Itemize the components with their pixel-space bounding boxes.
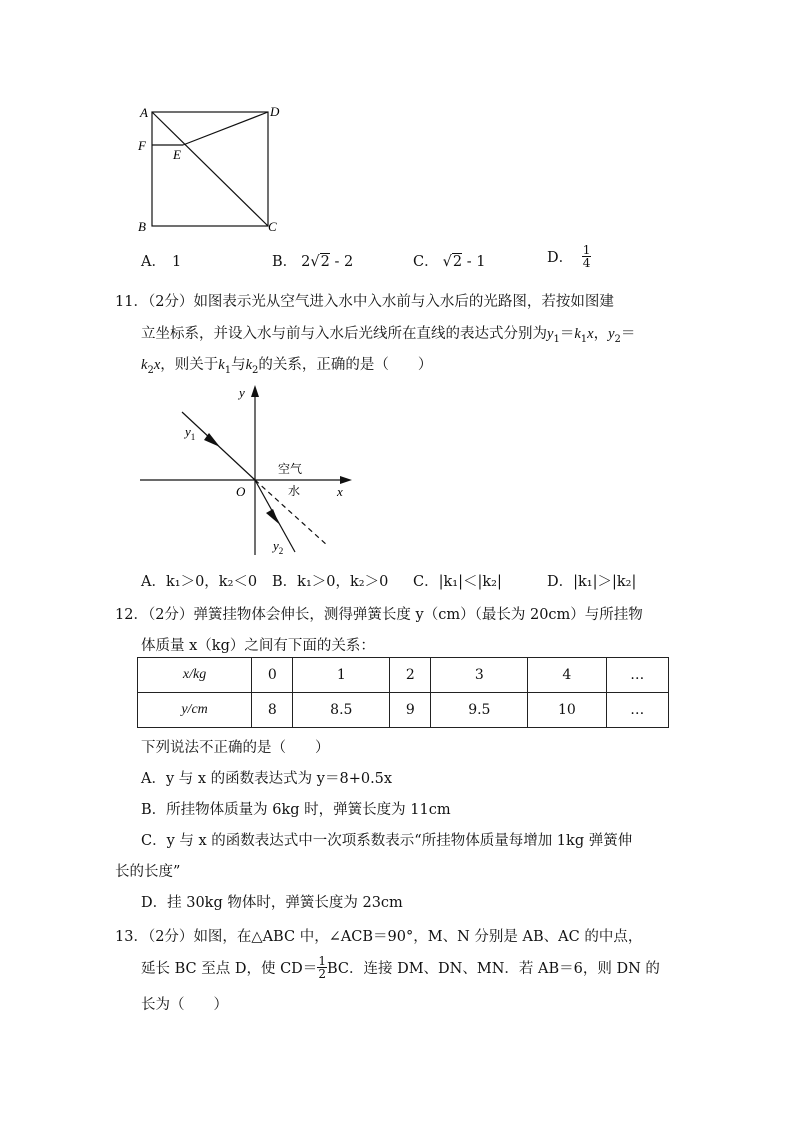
q10-option-d: D． $\frac{1}{4}$: [547, 243, 591, 270]
fraction: $\frac{1}{4}$: [582, 243, 591, 270]
table-cell: 10: [528, 693, 606, 728]
label-E: E: [173, 147, 181, 162]
table-cell: 3: [431, 658, 528, 693]
q12-option-a: A．y 与 x 的函数表达式为 y＝8+0.5x: [141, 771, 393, 787]
x-axis-label: x: [337, 484, 343, 499]
q13-line-1: 13．（2分）如图，在△ABC 中，∠ACB＝90°，M、N 分别是 AB、AC 的中点，: [115, 929, 643, 945]
table-cell: 9.5: [431, 693, 528, 728]
label-F: F: [138, 138, 146, 153]
table-row: [138, 658, 669, 693]
table-cell: …: [606, 658, 668, 693]
q13-line-2: 延长 BC 至点 D，使 CD＝ $\frac{1}{2}$ BC．连接 DM、DN、MN．若 AB＝6，则 DN 的: [141, 954, 660, 981]
label-B: B: [138, 219, 146, 234]
air-label: 空气: [278, 462, 303, 476]
q13-line-3: 长为（ ）: [141, 997, 228, 1013]
q12-prompt: 下列说法不正确的是（ ）: [141, 740, 330, 756]
table-cell: y/cm: [138, 693, 252, 728]
q11-line-2: 立坐标系，并设入水与前与入水后光线所在直线的表达式分别为$y_1=k_1x$，$y_2=$: [141, 326, 636, 345]
q12-line-2: 体质量 x（kg）之间有下面的关系：: [141, 638, 375, 654]
q11-line-1: 11．（2分）如图表示光从空气进入水中入水前与入水后的光路图，若按如图建: [115, 294, 614, 310]
table-cell: 8: [252, 693, 293, 728]
q11-option-c: C．|k₁|＜|k₂|: [413, 574, 502, 590]
q12-line-1: 12．（2分）弹簧挂物体会伸长，测得弹簧长度 y（cm）（最长为 20cm）与所挂物: [115, 607, 643, 623]
table-row: [138, 693, 669, 728]
refracted-arrow-icon: [266, 509, 279, 524]
table-cell: 9: [390, 693, 431, 728]
q10-option-a: A． 1: [141, 254, 182, 270]
q11-line-3: $k_2x$，则关于$k_1$与$k_2$的关系，正确的是（ ）: [141, 357, 433, 376]
y-axis-label: y: [239, 385, 245, 400]
table-cell: 0: [252, 658, 293, 693]
label-D: D: [270, 104, 280, 119]
sqrt-symbol: √2: [442, 254, 463, 270]
q11-option-a: A．k₁＞0，k₂＜0: [141, 574, 258, 590]
label-C: C: [268, 219, 277, 234]
y2-label: $y_2$: [273, 538, 284, 556]
table-cell: …: [606, 693, 668, 728]
q10-option-b: B． 2√2 - 2: [272, 254, 354, 270]
table-cell: 2: [390, 658, 431, 693]
origin-label: O: [236, 484, 246, 499]
q12-option-c-line-1: C．y 与 x 的函数表达式中一次项系数表示“所挂物体质量每增加 1kg 弹簧伸: [141, 833, 633, 849]
q11-option-b: B．k₁＞0，k₂＞0: [272, 574, 389, 590]
y-axis-arrow-icon: [251, 385, 259, 397]
label-A: A: [140, 105, 148, 120]
sqrt-symbol: √2: [310, 254, 330, 270]
light-refraction-figure: [130, 380, 360, 565]
q10-option-c: C． √2 - 1: [413, 254, 486, 270]
table-cell: 4: [528, 658, 606, 693]
table-cell: 8.5: [293, 693, 390, 728]
x-axis-arrow-icon: [340, 476, 352, 484]
fraction: $\frac{1}{2}$: [318, 954, 326, 981]
water-label: 水: [288, 484, 301, 498]
q12-option-c-line-2: 长的长度”: [115, 864, 181, 880]
y1-label: $y_1$: [185, 424, 196, 442]
spring-data-table: [137, 657, 669, 728]
square-figure: [130, 100, 290, 240]
q12-option-b: B．所挂物体质量为 6kg 时，弹簧长度为 11cm: [141, 802, 451, 818]
table-cell: 1: [293, 658, 390, 693]
q12-option-d: D．挂 30kg 物体时，弹簧长度为 23cm: [141, 895, 403, 911]
table-cell: x/kg: [138, 658, 252, 693]
q11-option-d: D．|k₁|＞|k₂|: [547, 574, 637, 590]
